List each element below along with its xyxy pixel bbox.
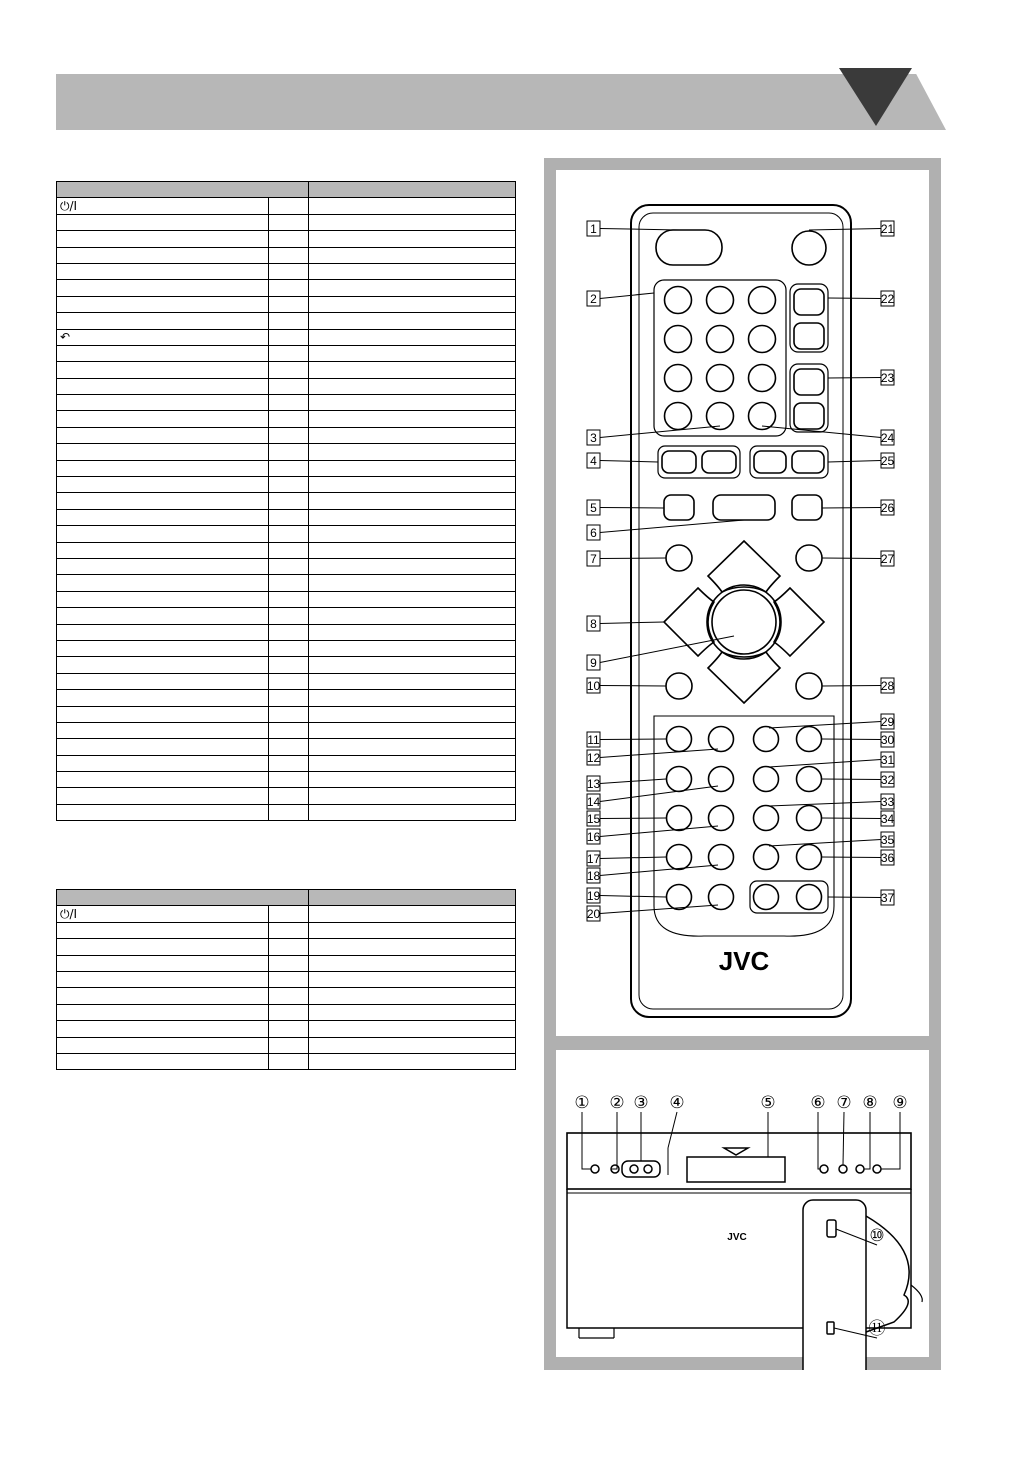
cell-ref [269,955,309,971]
jvc-logo: JVC [727,1232,747,1243]
port-panel [803,1200,866,1370]
cell-ref [269,922,309,938]
cell-desc [309,939,516,955]
cell-desc [309,296,516,312]
cell-desc [309,280,516,296]
cell-desc [309,214,516,230]
callout-number: 11 [587,733,600,747]
callout-number: 30 [880,733,895,747]
cell-desc [309,198,516,214]
callout-number: 34 [880,812,895,826]
callout-line [828,298,881,299]
table-row [57,955,516,971]
cell-ref [269,624,309,640]
cell-ref [269,1053,309,1069]
callout-number: 8 [590,617,597,631]
table-row [57,739,516,755]
cell-desc [309,657,516,673]
table-row [57,280,516,296]
callout-number: 1 [590,222,597,236]
cell-label [57,1037,269,1053]
cell-desc [309,690,516,706]
table-row [57,558,516,574]
cell-desc [309,988,516,1004]
table-row [57,1021,516,1037]
table-row [57,509,516,525]
cell-label [57,788,269,804]
table-row [57,608,516,624]
cell-label [57,1053,269,1069]
cell-desc [309,624,516,640]
callout-number: 28 [880,679,895,693]
cell-label [57,1021,269,1037]
callout-line [822,508,881,509]
cell-label [57,690,269,706]
cell-label [57,955,269,971]
cell-desc [309,247,516,263]
cell-desc [309,444,516,460]
table-row [57,690,516,706]
cell-label [57,231,269,247]
cell-ref [269,362,309,378]
callout-line [822,558,881,559]
callout-line [822,779,881,780]
callout-number: ④ [669,1093,685,1112]
cell-ref [269,378,309,394]
cell-label [57,640,269,656]
cell-desc [309,313,516,329]
cell-desc [309,411,516,427]
cell-ref [269,657,309,673]
table-row [57,922,516,938]
table-row [57,640,516,656]
unit-controls-table [56,889,516,1070]
cell-ref [269,280,309,296]
callout-line [600,818,666,819]
cell-ref [269,214,309,230]
cell-ref [269,427,309,443]
cell-desc [309,231,516,247]
table-row [57,444,516,460]
table-row [57,198,516,214]
cell-label [57,395,269,411]
table-row [57,263,516,279]
cell-ref [269,1021,309,1037]
table-row [57,788,516,804]
cell-label [57,755,269,771]
cell-label [57,804,269,820]
cell-ref [269,673,309,689]
callout-number: 32 [880,773,895,787]
callout-number: ⑥ [810,1093,826,1112]
cell-desc [309,493,516,509]
table-row [57,722,516,738]
cell-ref [269,988,309,1004]
callout-number: 27 [880,552,895,566]
cell-desc [309,378,516,394]
table-row [57,247,516,263]
cell-ref [269,542,309,558]
jvc-logo: JVC [718,946,770,976]
cell-ref [269,608,309,624]
callout-number: ⑤ [760,1093,776,1112]
cell-desc [309,575,516,591]
table-row [57,362,516,378]
remote-buttons-table [56,181,516,821]
cell-ref [269,575,309,591]
cell-ref [269,493,309,509]
cell-desc [309,804,516,820]
cell-label: ⏻/I [57,198,269,214]
cell-ref [269,558,309,574]
cell-desc [309,345,516,361]
cell-label [57,591,269,607]
table-row [57,411,516,427]
callout-number: 25 [880,454,895,468]
cell-label [57,624,269,640]
table-row [57,542,516,558]
cell-label [57,214,269,230]
table-row [57,706,516,722]
table-row [57,624,516,640]
cell-label [57,939,269,955]
cell-label [57,477,269,493]
callout-number: ⑨ [892,1093,908,1112]
cell-ref [269,444,309,460]
cell-label [57,558,269,574]
callout-number: 33 [880,795,895,809]
table-row [57,395,516,411]
callout-line [600,739,666,740]
callout-number: 2 [590,292,597,306]
callout-number: ③ [633,1093,649,1112]
callout-number: 35 [880,833,895,847]
callout-line [828,897,881,898]
cell-ref [269,739,309,755]
cell-desc [309,542,516,558]
table-row [57,231,516,247]
cell-desc [309,955,516,971]
callout-number: 9 [590,656,597,670]
callout-number: ⑩ [869,1226,885,1245]
callout-number: 29 [880,715,895,729]
cell-ref [269,477,309,493]
cell-label [57,444,269,460]
cell-label [57,493,269,509]
cell-desc [309,739,516,755]
table-row [57,427,516,443]
cell-desc [309,706,516,722]
cell-label [57,427,269,443]
unit-top [567,1133,911,1189]
cell-ref [269,939,309,955]
cell-desc [309,1037,516,1053]
cell-label: ↶ [57,329,269,345]
cell-ref [269,395,309,411]
cell-ref [269,526,309,542]
callout-number: 3 [590,431,597,445]
callout-number: 15 [586,812,601,826]
table-row [57,772,516,788]
table-row [57,673,516,689]
cell-desc [309,788,516,804]
cell-desc [309,558,516,574]
table-row [57,526,516,542]
cell-desc [309,1053,516,1069]
table-row [57,1053,516,1069]
callout-line [600,508,664,509]
cell-label [57,772,269,788]
cell-desc [309,971,516,987]
callout-line [600,558,666,559]
table-row [57,939,516,955]
cell-desc [309,509,516,525]
callout-number: 12 [586,751,601,765]
cell-label [57,722,269,738]
cell-label [57,575,269,591]
cell-ref [269,411,309,427]
cell-label [57,362,269,378]
callout-number: 14 [586,795,601,809]
cell-label [57,657,269,673]
cell-ref [269,804,309,820]
cell-ref [269,772,309,788]
table-row [57,313,516,329]
cell-label [57,971,269,987]
callout-line [822,818,881,819]
callout-number: 16 [586,830,601,844]
callout-number: ② [609,1093,625,1112]
cell-label [57,411,269,427]
cell-ref [269,345,309,361]
cell-ref [269,906,309,922]
callout-number: 24 [880,431,895,445]
table-row [57,460,516,476]
table-row [57,296,516,312]
cell-desc [309,640,516,656]
callout-number: ⑧ [862,1093,878,1112]
cell-desc [309,460,516,476]
table-row [57,1004,516,1020]
callout-number: 4 [590,454,597,468]
cell-label: ⏻/I [57,906,269,922]
table-row [57,971,516,987]
callout-number: 31 [880,753,895,767]
cell-desc [309,608,516,624]
callout-number: 5 [590,501,597,515]
table-row [57,214,516,230]
cell-label [57,1004,269,1020]
cell-ref [269,329,309,345]
callout-number: 37 [880,891,895,905]
callout-number: 21 [880,222,895,236]
callout-number: 19 [586,889,601,903]
callout-number: ⑪ [868,1319,886,1338]
cell-desc [309,526,516,542]
cell-ref [269,690,309,706]
cell-label [57,345,269,361]
cell-desc [309,722,516,738]
cell-ref [269,722,309,738]
table-row [57,1037,516,1053]
cell-label [57,247,269,263]
table-row [57,345,516,361]
cell-label [57,608,269,624]
table-row [57,591,516,607]
cell-ref [269,706,309,722]
cell-desc [309,362,516,378]
table-row [57,657,516,673]
cell-label [57,673,269,689]
cell-label [57,263,269,279]
table-row [57,755,516,771]
cell-ref [269,460,309,476]
callout-line [822,857,881,858]
cell-label [57,509,269,525]
cell-label [57,988,269,1004]
cell-ref [269,971,309,987]
cell-desc [309,427,516,443]
cell-desc [309,755,516,771]
table-row [57,493,516,509]
callout-line [822,739,881,740]
cell-desc [309,395,516,411]
cell-ref [269,247,309,263]
cell-label [57,296,269,312]
table-row [57,329,516,345]
cell-label [57,922,269,938]
cell-desc [309,1004,516,1020]
cell-label [57,526,269,542]
cell-desc [309,263,516,279]
table-row [57,477,516,493]
callout-number: 7 [590,552,597,566]
table-row [57,906,516,922]
table-header-row [57,890,516,906]
cell-ref [269,1004,309,1020]
table-row [57,988,516,1004]
cell-desc [309,673,516,689]
cell-ref [269,296,309,312]
callout-number: 10 [586,679,601,693]
cell-label [57,378,269,394]
cell-ref [269,263,309,279]
table-header-row [57,182,516,198]
cell-label [57,739,269,755]
cell-desc [309,477,516,493]
callout-number: ⑦ [836,1093,852,1112]
cell-label [57,280,269,296]
cell-desc [309,906,516,922]
cell-desc [309,329,516,345]
callout-number: 13 [586,777,601,791]
cell-ref [269,231,309,247]
callout-number: 17 [586,852,601,866]
callout-line [822,686,881,687]
cell-desc [309,922,516,938]
port-edge [911,1285,922,1302]
remote-body [631,205,851,1017]
callout-line [600,686,666,687]
callout-number: ① [574,1093,590,1112]
table-row [57,804,516,820]
callout-number: 18 [586,869,601,883]
callout-line [828,378,881,379]
remote-illustration [544,158,941,1048]
callout-number: 36 [880,851,895,865]
cell-ref [269,313,309,329]
callout-number: 22 [880,292,895,306]
header-arrow-icon [0,0,1032,140]
callout-number: 6 [590,526,597,540]
callout-number: 23 [880,371,895,385]
table-row [57,378,516,394]
callout-number: 20 [586,907,601,921]
unit-illustration [544,1040,941,1370]
cell-desc [309,591,516,607]
cell-ref [269,509,309,525]
cell-ref [269,755,309,771]
table-row [57,575,516,591]
cell-label [57,542,269,558]
cell-ref [269,640,309,656]
cell-label [57,706,269,722]
cell-ref [269,788,309,804]
cell-ref [269,591,309,607]
cell-ref [269,198,309,214]
cell-ref [269,1037,309,1053]
cell-desc [309,1021,516,1037]
cell-label [57,313,269,329]
cell-label [57,460,269,476]
cell-desc [309,772,516,788]
callout-number: 26 [880,501,895,515]
